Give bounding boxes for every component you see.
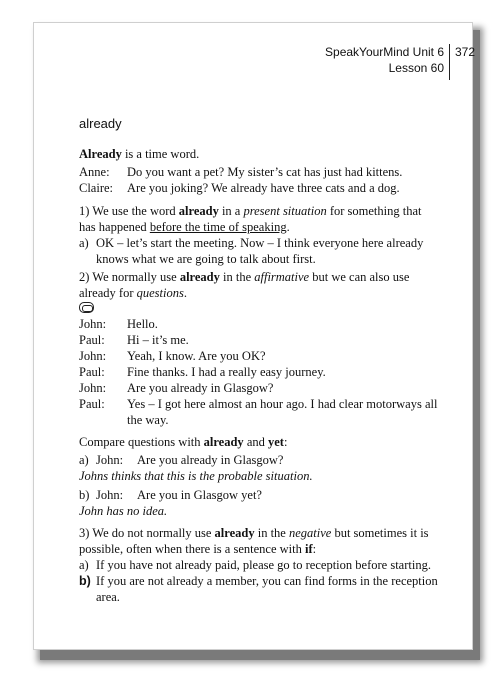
text: already for [79,286,137,300]
text: in a [218,204,244,218]
text: has happened [79,220,150,234]
line-text: Yeah, I know. Are you OK? [127,349,266,363]
line-text: Hello. [127,317,158,331]
unit-label: SpeakYourMind Unit 6 [325,45,444,59]
question-a [79,453,283,468]
keyword: already [178,204,219,218]
speaker: Anne: [79,165,110,179]
rule3-line2 [79,542,316,557]
keyword: already [214,526,255,540]
line-text: Are you already in Glasgow? [127,381,274,395]
text: but sometimes it is [331,526,429,540]
speaker: Paul: [79,333,105,347]
dialog2-line-cont: the way. [127,413,169,427]
dialog1-line [79,165,402,180]
line-text: Hi – it’s me. [127,333,189,347]
keyword: yet [268,435,284,449]
page-number: 372 [449,44,475,80]
text: OK – let’s start the meeting. Now – I think everyone here already [96,236,424,250]
text: in the [254,526,289,540]
text: and [243,435,268,449]
dialog2-line [79,317,158,332]
compare-line [79,435,287,450]
dialog2-line [79,365,326,380]
rule3-example-a [79,558,431,573]
text: possible, often when there is a sentence with [79,542,305,556]
dialog1-line [79,181,400,196]
emphasis: affirmative [254,270,310,284]
rule3-line1 [79,526,429,541]
text: 1) We use the word [79,204,179,218]
rule3-example-b [79,574,438,589]
marker: a) [79,236,89,250]
text: 3) We do not normally use [79,526,215,540]
text: but we can also use [309,270,410,284]
text: Compare questions with [79,435,204,449]
rule1-line1 [79,204,421,219]
speaker: John: [79,381,107,395]
dialog2-line [79,333,189,348]
text: Are you in Glasgow yet? [137,488,262,502]
emphasis: present situation [243,204,327,218]
speaker: Paul: [79,365,105,379]
rule3-example-b-cont: area. [96,590,120,604]
speaker: John: [96,488,124,502]
text: . [183,286,187,300]
line-text: Fine thanks. I had a really easy journey. [127,365,326,379]
question-a-note: Johns thinks that this is the probable situation. [79,469,313,483]
line-text: Yes – I got here almost an hour ago. I had clear motorways all [127,397,438,411]
rule1-example [79,236,423,251]
question-b-note: John has no idea. [79,504,168,518]
text: If you have not already paid, please go to reception before starting. [96,558,431,572]
text: : [312,542,317,556]
keyword: if [304,542,313,556]
text: . [286,220,290,234]
speaker: John: [79,349,107,363]
speaker: John: [96,453,124,467]
marker: b) [79,488,90,502]
keyword: already [179,270,220,284]
marker: b) [79,574,91,588]
speaker: John: [79,317,107,331]
speaker: Paul: [79,397,105,411]
page-header [325,44,476,76]
text: for something that [326,204,422,218]
line-text: Are you joking? We already have three cats and a dog. [127,181,400,195]
dialog2-line [79,381,273,396]
rule2-line1 [79,270,409,285]
text: : [283,435,288,449]
emphasis: questions [136,286,184,300]
question-b [79,488,262,503]
dialog2-line [79,349,266,364]
text: in the [219,270,255,284]
keyword: already [203,435,244,449]
line-text: Do you want a pet? My sister’s cat has just had kittens. [127,165,403,179]
speaker: Claire: [79,181,114,195]
text: Are you already in Glasgow? [137,453,284,467]
rule1-example-cont: knows what we are going to talk about first. [96,252,316,266]
emphasis: negative [288,526,332,540]
intro-rest: is a time word. [121,147,200,161]
text: If you are not already a member, you can find forms in the reception [96,574,438,588]
intro-line [79,147,199,162]
underlined-text: before the time of speaking [149,220,287,234]
intro-word: Already [79,147,122,161]
text: 2) We normally use [79,270,180,284]
marker: a) [79,453,89,467]
rule2-line2 [79,286,187,301]
telephone-icon [79,302,94,313]
lesson-label: Lesson 60 [388,61,444,75]
dialog2-line [79,397,437,412]
marker: a) [79,558,89,572]
rule1-line2 [79,220,290,235]
page-title: already [79,116,122,131]
